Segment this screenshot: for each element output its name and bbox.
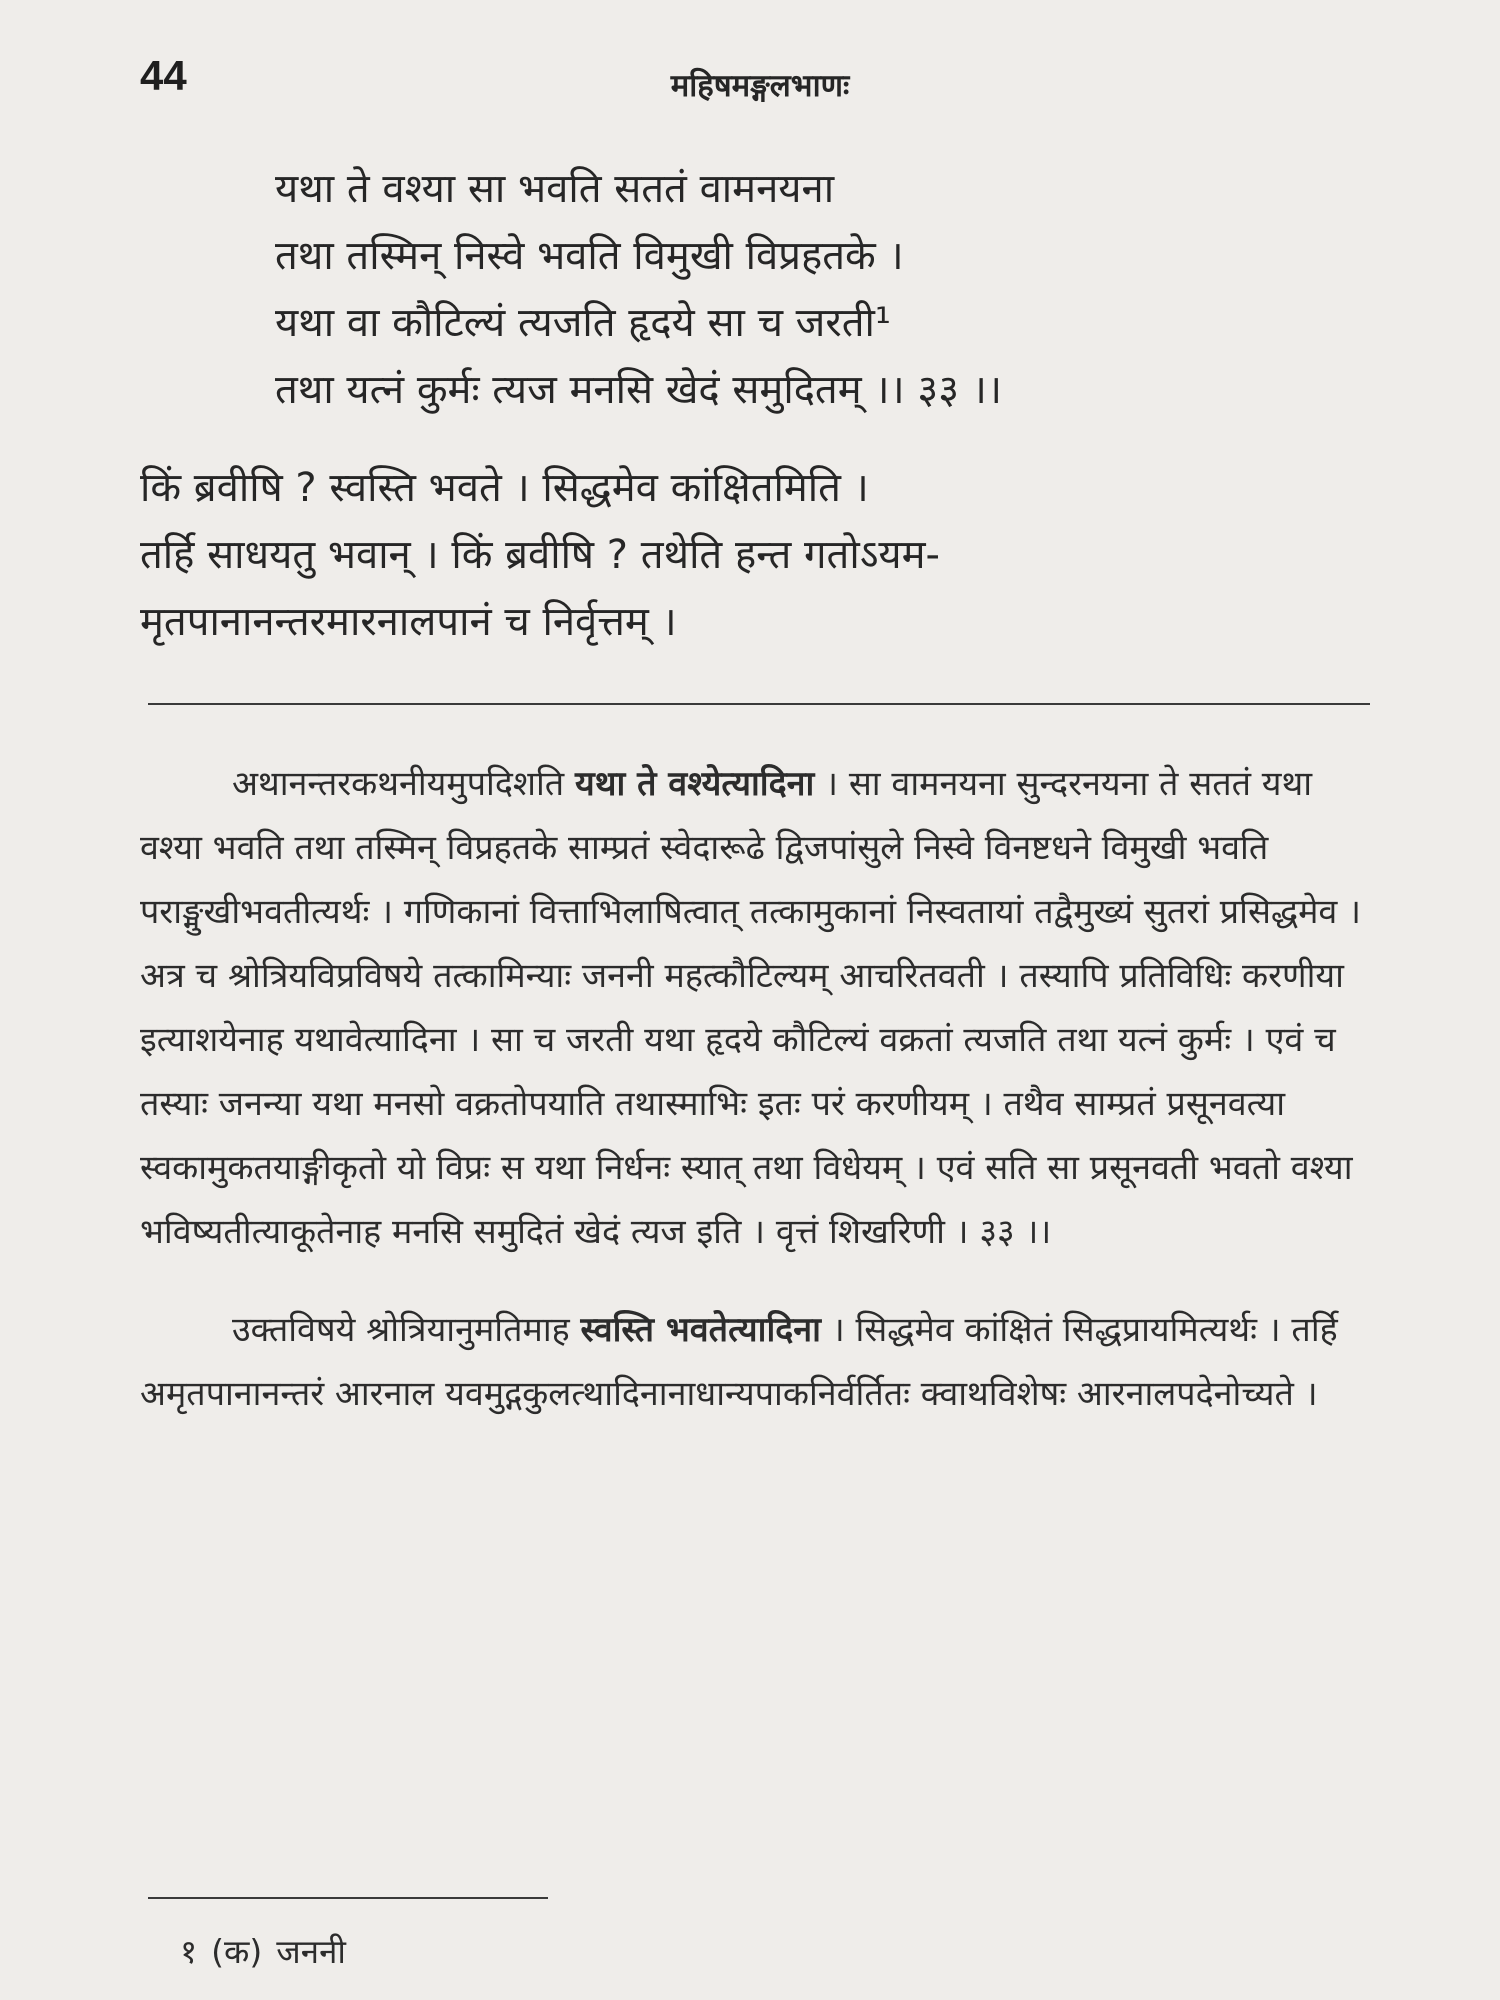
verse-line: तथा यत्नं कुर्मः त्यज मनसि खेदं समुदितम् ।। ३३ ।। [275,367,1003,413]
footnote-source: (क) [211,1932,263,1971]
section-divider [148,703,1370,705]
commentary-block [140,752,1370,1460]
footnote [180,1928,360,1973]
commentary-text: । सिद्धमेव कांक्षितं सिद्धप्रायमित्यर्थः । तर्हि अमृतपानानन्तरं आरनाल यवमुद्गकुलत्थादिनानाधान्यपाकनिर्वर्तितः क्वाथविशेषः आरनालपदेनोच्यते । [140,1310,1338,1414]
footnote-marker: १ [180,1932,198,1971]
prose-block [140,455,1370,656]
commentary-lemma: स्वस्ति भवतेत्यादिना [580,1310,821,1350]
footnote-divider [148,1897,548,1899]
commentary-lemma: यथा ते वश्येत्यादिना [575,764,815,804]
page-number: 44 [140,52,187,99]
verse-block [275,156,1375,424]
prose-line: तर्हि साधयतु भवान् । किं ब्रवीषि ? तथेति हन्त गतोऽयम- [140,532,940,578]
prose-line: मृतपानानन्तरमारनालपानं च निर्वृत्तम् । [140,599,677,645]
prose-line: किं ब्रवीषि ? स्वस्ति भवते । सिद्धमेव कांक्षितमिति । [140,465,869,511]
commentary-paragraph [140,1298,1370,1426]
commentary-intro: उक्तविषये श्रोत्रियानुमतिमाह [232,1310,570,1350]
running-title: महिषमङ्गलभाणः [670,68,850,104]
verse-line: तथा तस्मिन् निस्वे भवति विमुखी विप्रहतके । [275,233,904,279]
commentary-intro: अथानन्तरकथनीयमुपदिशति [232,764,565,804]
verse-line: यथा वा कौटिल्यं त्यजति हृदये सा च जरती¹ [275,300,891,346]
commentary-paragraph [140,752,1370,1264]
verse-line: यथा ते वश्या सा भवति सततं वामनयना [275,166,835,212]
commentary-text: । सा वामनयना सुन्दरनयना ते सततं यथा वश्या भवति तथा तस्मिन् विप्रहतके साम्प्रतं स्वेदारूढे द्विजपांसुले निस्वे विनष्टधने विमुखी भवति पराङ्मुखीभवतीत्यर्थः । गणिकानां वित्ताभिलाषित्वात् तत्कामुकानां निस्वतायां तद्वैमुख्यं सुतरां प्रसिद्धमेव । अत्र च श्रोत्रियविप्रविषये तत्कामिन्याः जननी महत्कौटिल्यम् आचरितवती । तस्यापि प्रतिविधिः करणीया इत्याशयेनाह यथावेत्यादिना । सा च जरती यथा हृदये कौटिल्यं वक्रतां त्यजति तथा यत्नं कुर्मः । एवं च तस्याः जनन्या यथा मनसो वक्रतोपयाति तथास्माभिः इतः परं करणीयम् । तथैव साम्प्रतं प्रसूनवत्या स्वकामुकतयाङ्गीकृतो यो विप्रः स यथा निर्धनः स्यात् तथा विधेयम् । एवं सति सा प्रसूनवती भवतो वश्या भविष्यतीत्याकूतेनाह मनसि समुदितं खेदं त्यज इति । वृत्तं शिखरिणी । ३३ ।। [140,764,1362,1252]
footnote-text: जननी [276,1932,346,1971]
